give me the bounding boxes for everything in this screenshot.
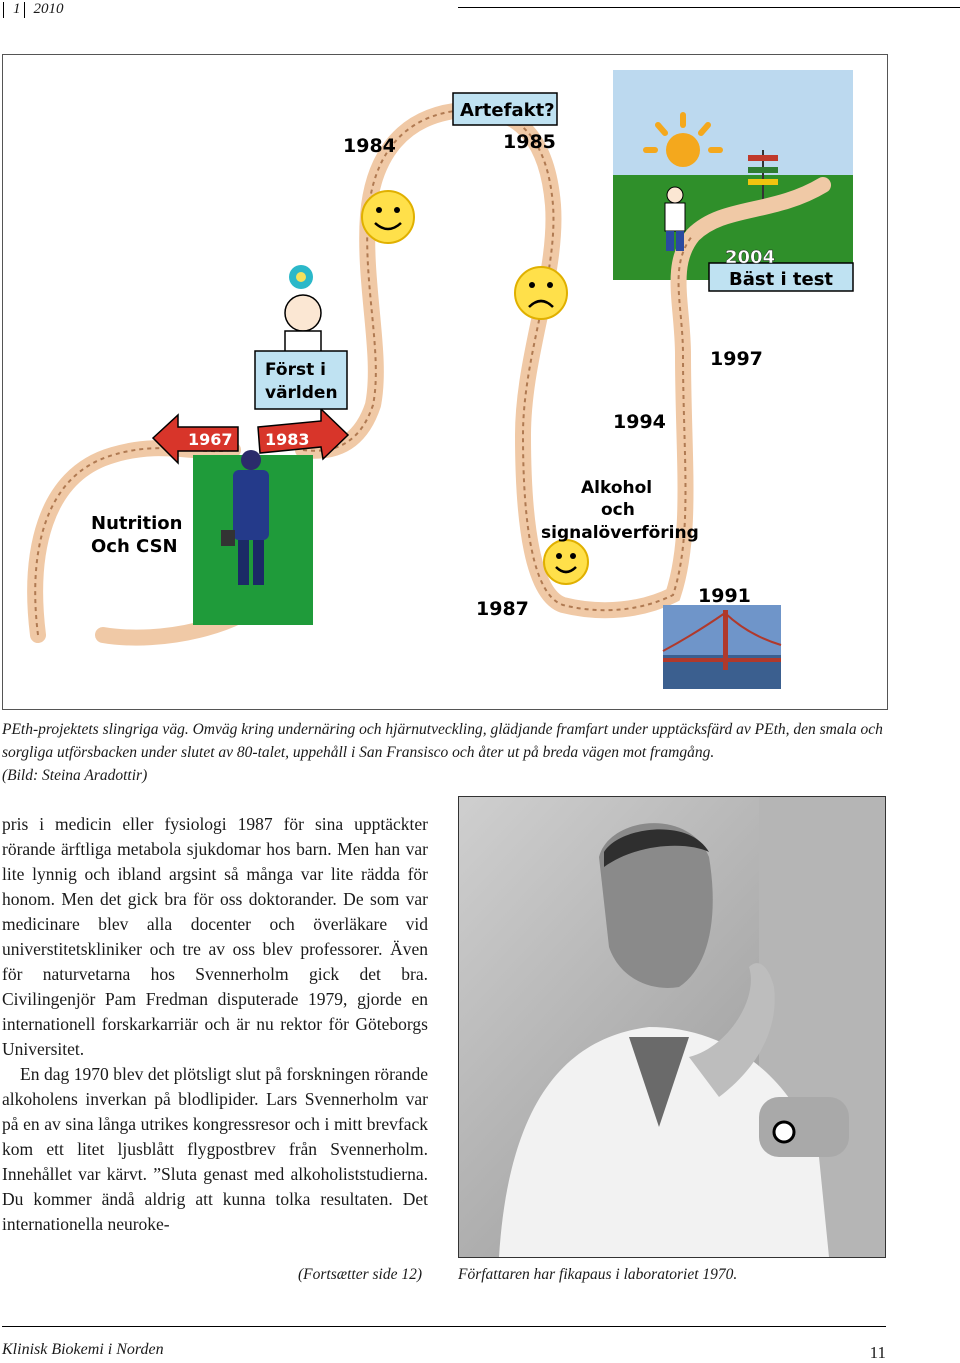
header-divider — [24, 2, 25, 18]
header-rule — [458, 7, 960, 8]
footer-rule — [2, 1326, 886, 1327]
artefakt-label: Artefakt? — [460, 100, 555, 121]
year-1987-label: 1987 — [476, 598, 529, 620]
year-1994-label: 1994 — [613, 411, 666, 433]
forst-line1: Först i — [265, 360, 326, 380]
author-photo — [458, 796, 886, 1258]
sky — [613, 70, 853, 180]
nutrition-line2: Och CSN — [91, 536, 178, 557]
scientist-icon — [285, 265, 321, 353]
article-body — [2, 812, 428, 1237]
happy-face-icon — [362, 191, 414, 243]
page-number: 11 — [869, 1343, 886, 1362]
journal-title: Klinisk Biokemi i Norden — [2, 1341, 164, 1358]
continued-note: (Fortsætter side 12) — [298, 1266, 422, 1283]
page-header — [0, 0, 64, 18]
bast-i-test-label: Bäst i test — [729, 269, 834, 290]
caption-text: PEth-projektets slingriga väg. Omväg kring undernäring och hjärnutveckling, glädjande framfart under upptäcksfärd av PEth, den smala och sorgliga utförsbacken under slutet av 80-talet, uppehåll i San Fransisco och åter ut på breda vägen mot framgång. — [2, 721, 883, 761]
photo-caption: Författaren har fikapaus i laboratoriet 1970. — [458, 1266, 738, 1283]
issue-number: 1 — [13, 1, 21, 17]
year-1985-label: 1985 — [503, 131, 556, 153]
figure-caption — [2, 718, 902, 787]
author-photo-svg — [459, 797, 885, 1257]
alkohol-line1: Alkohol — [581, 478, 653, 498]
alkohol-line2: och — [601, 500, 635, 520]
alkohol-line3: signalöverföring — [541, 523, 699, 543]
year-1991-label: 1991 — [698, 585, 751, 607]
caption-credit: (Bild: Steina Aradottir) — [2, 767, 148, 784]
forst-line2: världen — [265, 383, 338, 403]
happy-face-icon — [544, 540, 588, 584]
year-1983-label: 1983 — [265, 430, 310, 449]
golden-gate-photo — [663, 605, 781, 689]
header-divider — [3, 2, 4, 18]
sad-face-icon — [515, 267, 567, 319]
paragraph: pris i medicin eller fysiologi 1987 för sina upptäckter rörande ärftliga metabola sjukdomar hos barn. Men han var lite lynnig och ibland argsint så många var lite rädda för honom. Men det gick bra för oss doktorander. De som var medicinare blev alla docenter och överläkare vid universtitetskliniker och tre av oss blev professorer. Även för naturvetarna hos Svennerholm gick det bra. Civilingenjör Pam Fredman disputerade 1979, gjorde en internationell forskarkarriär och är nu rektor för Göteborgs Universitet. — [2, 814, 428, 1059]
year-1984-label: 1984 — [343, 135, 396, 157]
road-illustration-svg — [3, 55, 887, 709]
issue-year: 2010 — [33, 1, 64, 17]
year-1967-label: 1967 — [188, 430, 233, 449]
paragraph: En dag 1970 blev det plötsligt slut på forskningen rörande alkoholens inverkan på blodlipider. Lars Svennerholm var på en av sina långa utrikes kongressresor och i mitt brevfack kom ett litet ljusblått flygpostbrev från Svennerholm. Innehållet var kärvt. ”Sluta genast med alkoholiststudierna. Du kommer ändå aldrig att kunna tolka resultaten. Det internationella neuroke- — [2, 1064, 428, 1234]
road-illustration — [2, 54, 888, 710]
year-1997-label: 1997 — [710, 348, 763, 370]
year-2004-label: 2004 — [725, 247, 776, 268]
nutrition-line1: Nutrition — [91, 513, 183, 534]
